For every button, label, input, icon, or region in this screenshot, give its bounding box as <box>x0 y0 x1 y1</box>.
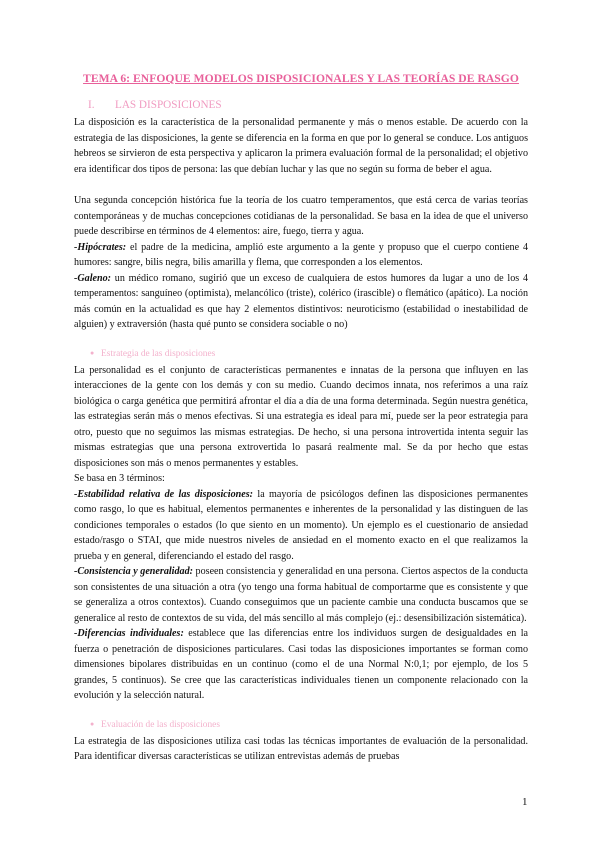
term-stability-lead: -Estabilidad relativa de las disposiciones: <box>74 488 254 500</box>
term-consistency <box>74 564 528 626</box>
galeno-paragraph <box>74 271 528 333</box>
subsection-title: Estrategia de las disposiciones <box>101 348 216 359</box>
section-number: I. <box>88 99 95 111</box>
term-consistency-text: poseen consistencia y generalidad en una persona. Ciertos aspectos de la conducta son consistentes de una situación a otra (yo tengo una forma habitual de comportarme que es consistente y que se generaliza a otros contextos). Cuando conseguimos que un paciente cambie una conducta buscamos que se generalice al resto de contextos de su vida, del más sencillo al más complejo (ej.: desensibilización sistemática). <box>74 566 528 624</box>
term-stability-text: la mayoría de psicólogos definen las disposiciones permanentes como rasgo, lo que es habitual, elementos permanentes e inherentes de la personalidad y las distinguen de las condiciones temporales o estados (lo que siento en un momento). Un ejemplo es el cuestionario de ansiedad estado/rasgo o STAI, que mide nuestros niveles de ansiedad en el momento exacto en el que realizamos la prueba y en general, diferenciando el estado del rasgo. <box>74 488 528 562</box>
terms-intro: Se basa en 3 términos: <box>74 473 165 484</box>
term-differences <box>74 626 528 704</box>
subsection-heading-strategy <box>90 349 528 359</box>
term-differences-lead: -Diferencias individuales: <box>74 628 184 639</box>
term-differences-text: establece que las diferencias entre los individuos surgen de desigualdades en la fuerza o penetración de disposiciones particulares. Casi todas las disposiciones importantes se forman como dimensiones bipolares distribuidas en un continuo (como el de una Normal N:0,1; por ejemplo, de los 5 grandes, 5 continuos). Se cree que las características individuales tienen un componente relacionado con la evolución y la selección natural. <box>74 628 529 701</box>
paragraph-gap <box>74 177 528 193</box>
section-heading <box>88 99 528 111</box>
galeno-lead: -Galeno: <box>74 272 112 284</box>
page-number: 1 <box>522 796 528 808</box>
paragraph-gap <box>74 333 528 349</box>
subsection-heading-evaluation <box>90 720 528 730</box>
hipocrates-paragraph <box>74 240 528 271</box>
strategy-paragraph: La personalidad es el conjunto de características permanentes e innatas de la persona que influyen en las interacciones de la gente con los demás y con su medio. Cuando decimos innata, nos referimos a una raíz biológica o carga genética que permitirá afrontar el día a día de una forma determinada. Según nuestra genética, las estrategias serán más o menos efectivas. Si una estrategia es ideal para mí, puede ser la peor estrategia para otro, puesto que no seguimos las mismas estrategias. De hecho, si una persona introvertida intenta seguir las mismas estrategias que una persona extrovertida lo pasará realmente mal. Se da por hecho que estas disposiciones son más o menos permanentes y estables. <box>74 364 528 469</box>
term-consistency-lead: -Consistencia y generalidad: <box>74 566 193 577</box>
temperaments-paragraph: Una segunda concepción histórica fue la teoría de los cuatro temperamentos, que está cerca de varias teorías contemporáneas y de muchas concepciones cotidianas de la personalidad. Se basa en la idea de que el universo puede describirse en términos de 4 elementos: aire, fuego, tierra y agua. <box>74 195 528 237</box>
bullet-icon: ● <box>90 719 95 728</box>
evaluation-paragraph: La estrategia de las disposiciones utiliza casi todas las técnicas importantes de evaluación de la personalidad. Para identificar diversas características se utilizan entrevistas además de pruebas <box>74 735 528 762</box>
section-title: LAS DISPOSICIONES <box>115 99 222 111</box>
galeno-text: un médico romano, sugirió que un exceso de cualquiera de estos humores da lugar a uno de los 4 temperamentos: sanguíneo (optimista), melancólico (triste), colérico (irascible) o flemático (apático). La noción más común en la actualidad es que hay 2 elementos distintivos: neuroticismo (estabilidad o inestabilidad de alguien) y extraversión (hasta qué punto se considera sociable o no) <box>74 272 528 330</box>
intro-paragraph: La disposición es la característica de la personalidad permanente y más o menos estable. De acuerdo con la estrategia de las disposiciones, la gente se diferencia en la forma en que por lo general se conduce. Los antiguos hebreos se sirvieron de esta perspectiva y aplicaron la primera evaluación formal de la personalidad; el objetivo era identificar dos tipos de persona: las que debían luchar y las que no según su forma de beber el agua. <box>74 117 528 175</box>
bullet-icon: ● <box>90 348 95 357</box>
paragraph-gap <box>74 704 528 720</box>
term-stability <box>74 487 528 565</box>
hipocrates-lead: -Hipócrates: <box>74 241 127 253</box>
document-title: TEMA 6: ENFOQUE MODELOS DISPOSICIONALES Y LAS TEORÍAS DE RASGO <box>83 72 519 85</box>
page-content <box>74 72 528 765</box>
hipocrates-text: el padre de la medicina, amplió este argumento a la gente y propuso que el cuerpo contiene 4 humores: sangre, bilis negra, bilis amarilla y flema, que corresponden a los elementos. <box>74 241 528 268</box>
subsection-title: Evaluación de las disposiciones <box>101 719 220 730</box>
